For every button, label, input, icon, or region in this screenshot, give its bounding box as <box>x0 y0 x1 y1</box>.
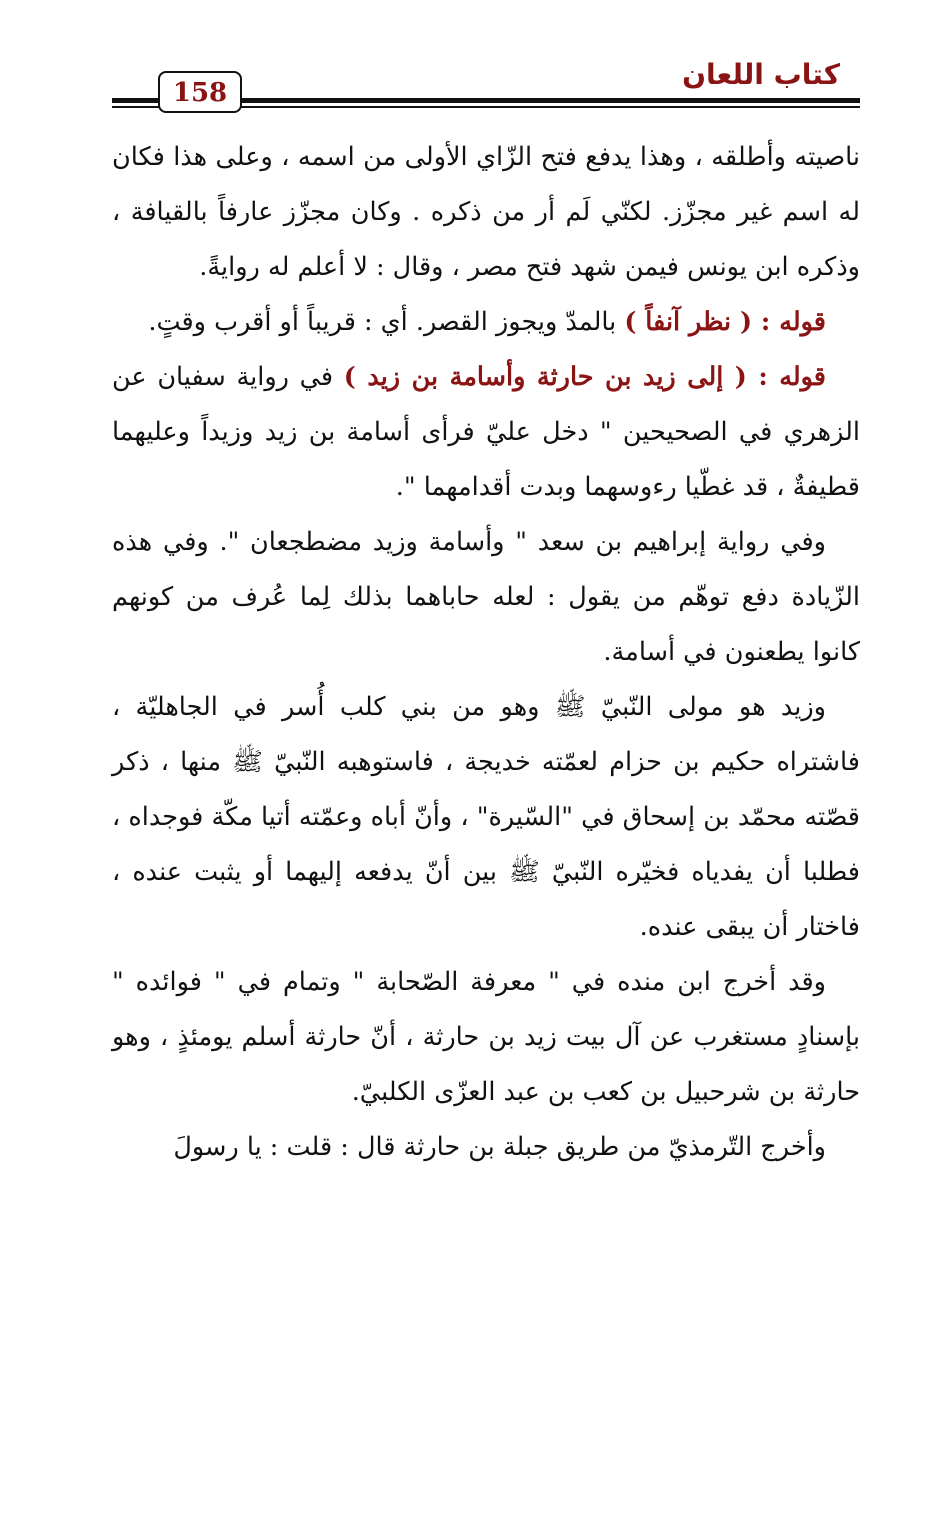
paragraph-3 <box>112 350 860 515</box>
page-header <box>112 52 860 112</box>
body-text <box>112 130 860 1175</box>
paragraph-2 <box>112 295 860 350</box>
paragraph-5 <box>112 680 860 955</box>
paragraph-3-text: في رواية سفيان عن الزهري في الصحيحين " دخل عليّ فرأى أسامة بن زيد وزيداً وعليهما قطيفةٌ ، قد غطّيا رءوسهما وبدت أقدامهما ". <box>112 362 860 502</box>
paragraph-6 <box>112 955 860 1120</box>
paragraph-6-text: وقد أخرج ابن منده في " معرفة الصّحابة " وتمام في " فوائده " بإسنادٍ مستغرب عن آل بيت زيد بن حارثة ، أنّ حارثة أسلم يومئذٍ ، وهو حارثة بن شرحبيل بن كعب بن عبد العزّى الكلبيّ. <box>112 967 860 1107</box>
paragraph-3-label: قوله : ( إلى زيد بن حارثة وأسامة بن زيد ) <box>343 362 827 392</box>
paragraph-7 <box>112 1120 860 1175</box>
paragraph-7-text: وأخرج التّرمذيّ من طريق جبلة بن حارثة قال : قلت : يا رسولَ <box>173 1132 826 1162</box>
paragraph-2-text: بالمدّ ويجوز القصر. أي : قريباً أو أقرب وقتٍ. <box>148 307 625 337</box>
paragraph-1 <box>112 130 860 295</box>
paragraph-1-text: ناصيته وأطلقه ، وهذا يدفع فتح الزّاي الأولى من اسمه ، وعلى هذا فكان له اسم غير مجزّز. لكنّي لَم أر من ذكره . وكان مجزّز عارفاً بالقيافة ، وذكره ابن يونس فيمن شهد فتح مصر ، وقال : لا أعلم له روايةً. <box>112 142 860 282</box>
page-number: 158 <box>158 71 242 113</box>
paragraph-4 <box>112 515 860 680</box>
book-title: كتاب اللعان <box>682 58 840 91</box>
paragraph-4-text: وفي رواية إبراهيم بن سعد " وأسامة وزيد مضطجعان ". وفي هذه الزّيادة دفع توهّم من يقول : لعله حاباهما بذلك لِما عُرف من كونهم كانوا يطعنون في أسامة. <box>112 527 860 667</box>
paragraph-5-text: وزيد هو مولى النّبيّ ﷺ وهو من بني كلب أُسر في الجاهليّة ، فاشتراه حكيم بن حزام لعمّته خديجة ، فاستوهبه النّبيّ ﷺ منها ، ذكر قصّته محمّد بن إسحاق في "السّيرة" ، وأنّ أباه وعمّته أتيا مكّة فوجداه ، فطلبا أن يفدياه فخيّره النّبيّ ﷺ بين أنّ يدفعه إليهما أو يثبت عنده ، فاختار أن يبقى عنده. <box>112 692 860 942</box>
paragraph-2-label: قوله : ( نظر آنفاً ) <box>624 307 826 337</box>
